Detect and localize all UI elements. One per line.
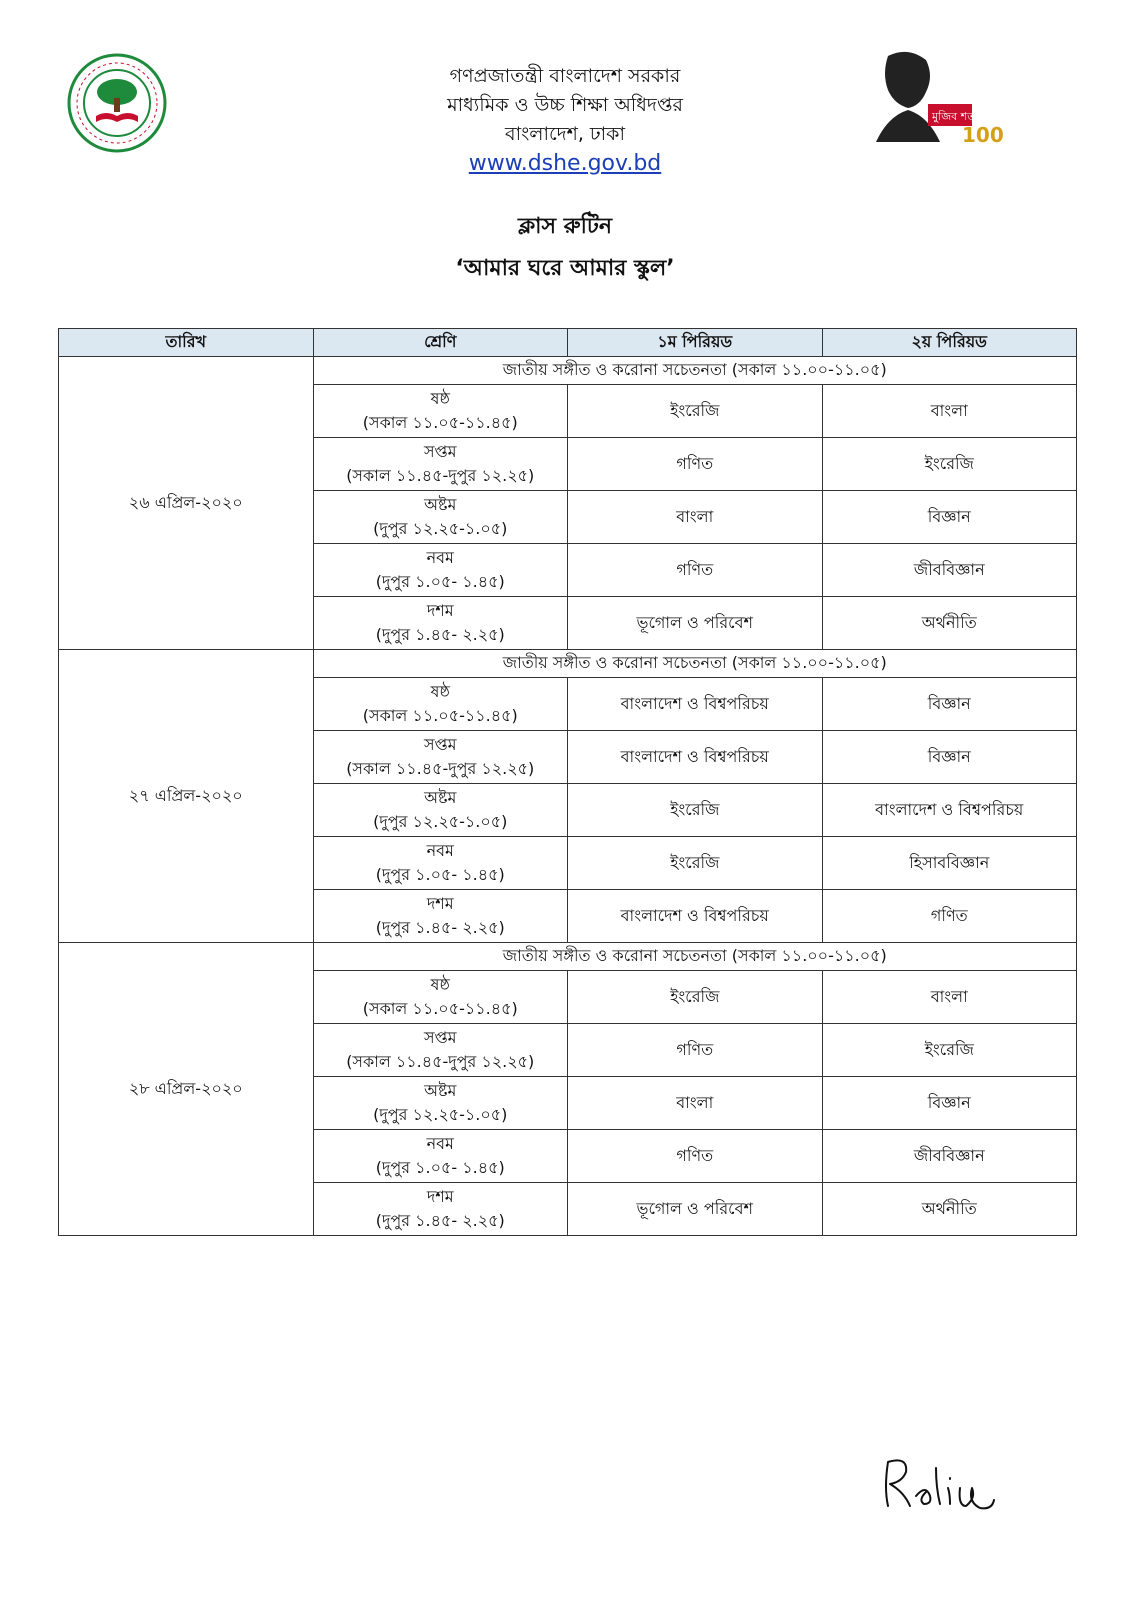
class-cell — [313, 731, 568, 784]
page-title: ক্লাস রুটিন — [517, 214, 613, 239]
class-cell — [313, 784, 568, 837]
period-1-subject: বাংলাদেশ ও বিশ্বপরিচয় — [568, 731, 823, 784]
class-cell — [313, 597, 568, 650]
class-cell — [313, 1024, 568, 1077]
period-1-subject: বাংলাদেশ ও বিশ্বপরিচয় — [568, 890, 823, 943]
class-cell — [313, 544, 568, 597]
class-time: (দুপুর ১.৪৫- ২.২৫) — [375, 918, 505, 937]
mujib-logo-number: 100 — [962, 123, 1004, 147]
handwritten-signature-icon — [880, 1448, 1020, 1518]
header-class: শ্রেণি — [313, 329, 568, 357]
period-2-subject: বাংলা — [822, 385, 1077, 438]
class-time: (সকাল ১১.৪৫-দুপুর ১২.২৫) — [346, 1052, 535, 1071]
period-1-subject: ইংরেজি — [568, 385, 823, 438]
signature — [880, 1448, 1020, 1518]
titles — [0, 212, 1130, 284]
period-2-subject: হিসাববিজ্ঞান — [822, 837, 1077, 890]
class-name: নবম — [426, 841, 454, 860]
date-cell: ২৭ এপ্রিল-২০২০ — [59, 650, 314, 943]
period-1-subject: বাংলাদেশ ও বিশ্বপরিচয় — [568, 678, 823, 731]
header-line-1: গণপ্রজাতন্ত্রী বাংলাদেশ সরকার — [449, 65, 681, 87]
class-time: (দুপুর ১.৪৫- ২.২৫) — [375, 1211, 505, 1230]
period-2-subject: বিজ্ঞান — [822, 731, 1077, 784]
class-time: (দুপুর ১২.২৫-১.০৫) — [373, 1105, 508, 1124]
period-2-subject: বিজ্ঞান — [822, 1077, 1077, 1130]
class-name: ষষ্ঠ — [430, 975, 450, 994]
anthem-cell: জাতীয় সঙ্গীত ও করোনা সচেতনতা (সকাল ১১.০০-১১.০৫) — [313, 943, 1077, 971]
class-cell — [313, 438, 568, 491]
date-cell: ২৮ এপ্রিল-২০২০ — [59, 943, 314, 1236]
class-name: দশম — [426, 1187, 454, 1206]
class-name: অষ্টম — [424, 495, 457, 514]
class-name: অষ্টম — [424, 1081, 457, 1100]
period-2-subject: গণিত — [822, 890, 1077, 943]
routine-body — [59, 357, 1077, 1236]
class-time: (সকাল ১১.৪৫-দুপুর ১২.২৫) — [346, 759, 535, 778]
header-date: তারিখ — [59, 329, 314, 357]
period-2-subject: বাংলা — [822, 971, 1077, 1024]
anthem-row — [59, 943, 1077, 971]
class-time: (দুপুর ১.০৫- ১.৪৫) — [375, 572, 505, 591]
period-1-subject: গণিত — [568, 1024, 823, 1077]
period-1-subject: ভূগোল ও পরিবেশ — [568, 597, 823, 650]
anthem-cell: জাতীয় সঙ্গীত ও করোনা সচেতনতা (সকাল ১১.০০-১১.০৫) — [313, 650, 1077, 678]
period-2-subject: ইংরেজি — [822, 438, 1077, 491]
period-2-subject: বাংলাদেশ ও বিশ্বপরিচয় — [822, 784, 1077, 837]
period-2-subject: ইংরেজি — [822, 1024, 1077, 1077]
class-cell — [313, 385, 568, 438]
period-2-subject: অর্থনীতি — [822, 597, 1077, 650]
period-2-subject: জীববিজ্ঞান — [822, 1130, 1077, 1183]
class-cell — [313, 678, 568, 731]
routine-table — [58, 328, 1077, 1236]
anthem-row — [59, 650, 1077, 678]
page-subtitle: ‘আমার ঘরে আমার স্কুল’ — [455, 256, 675, 281]
period-2-subject: বিজ্ঞান — [822, 678, 1077, 731]
period-1-subject: ইংরেজি — [568, 784, 823, 837]
class-time: (সকাল ১১.০৫-১১.৪৫) — [362, 413, 518, 432]
header-period-2: ২য় পিরিয়ড — [822, 329, 1077, 357]
period-2-subject: বিজ্ঞান — [822, 491, 1077, 544]
class-time: (সকাল ১১.০৫-১১.৪৫) — [362, 999, 518, 1018]
header-line-3: বাংলাদেশ, ঢাকা — [505, 123, 625, 145]
class-cell — [313, 491, 568, 544]
class-time: (দুপুর ১.৪৫- ২.২৫) — [375, 625, 505, 644]
period-1-subject: ইংরেজি — [568, 837, 823, 890]
period-2-subject: জীববিজ্ঞান — [822, 544, 1077, 597]
period-1-subject: গণিত — [568, 1130, 823, 1183]
period-2-subject: অর্থনীতি — [822, 1183, 1077, 1236]
period-1-subject: ইংরেজি — [568, 971, 823, 1024]
class-name: নবম — [426, 1134, 454, 1153]
class-cell — [313, 837, 568, 890]
class-time: (দুপুর ১২.২৫-১.০৫) — [373, 812, 508, 831]
class-name: নবম — [426, 548, 454, 567]
website-link[interactable]: www.dshe.gov.bd — [468, 151, 662, 176]
anthem-cell: জাতীয় সঙ্গীত ও করোনা সচেতনতা (সকাল ১১.০০-১১.০৫) — [313, 357, 1077, 385]
class-time: (সকাল ১১.০৫-১১.৪৫) — [362, 706, 518, 725]
class-name: দশম — [426, 601, 454, 620]
period-1-subject: গণিত — [568, 438, 823, 491]
class-time: (সকাল ১১.৪৫-দুপুর ১২.২৫) — [346, 466, 535, 485]
class-name: সপ্তম — [423, 735, 457, 754]
period-1-subject: বাংলা — [568, 1077, 823, 1130]
class-name: ষষ্ঠ — [430, 682, 450, 701]
class-cell — [313, 971, 568, 1024]
header-line-2: মাধ্যমিক ও উচ্চ শিক্ষা অধিদপ্তর — [447, 94, 683, 116]
mujib-logo-text: মুজিব শতবর্ষ — [932, 110, 988, 123]
class-name: ষষ্ঠ — [430, 389, 450, 408]
date-cell: ২৬ এপ্রিল-২০২০ — [59, 357, 314, 650]
class-time: (দুপুর ১.০৫- ১.৪৫) — [375, 1158, 505, 1177]
period-1-subject: ভূগোল ও পরিবেশ — [568, 1183, 823, 1236]
period-1-subject: বাংলা — [568, 491, 823, 544]
class-cell — [313, 1183, 568, 1236]
anthem-row — [59, 357, 1077, 385]
class-cell — [313, 1077, 568, 1130]
period-1-subject: গণিত — [568, 544, 823, 597]
class-name: দশম — [426, 894, 454, 913]
class-cell — [313, 890, 568, 943]
class-cell — [313, 1130, 568, 1183]
class-name: সপ্তম — [423, 442, 457, 461]
class-time: (দুপুর ১.০৫- ১.৪৫) — [375, 865, 505, 884]
class-time: (দুপুর ১২.২৫-১.০৫) — [373, 519, 508, 538]
table-header-row — [59, 329, 1077, 357]
header-period-1: ১ম পিরিয়ড — [568, 329, 823, 357]
class-name: সপ্তম — [423, 1028, 457, 1047]
class-name: অষ্টম — [424, 788, 457, 807]
header — [0, 62, 1130, 176]
